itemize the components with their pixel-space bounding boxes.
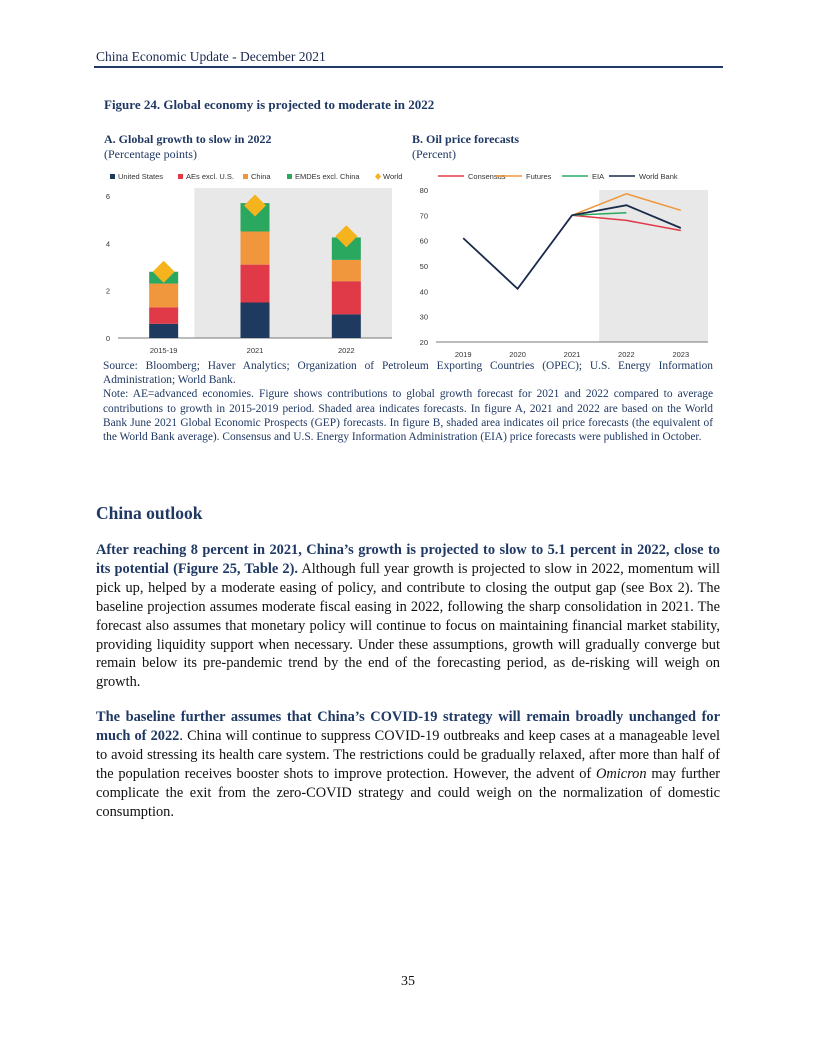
paragraph-lead: The baseline further assumes that China’s COVID-19 strategy will remain broadly unchanged for much of 2022 [96, 709, 720, 744]
bar-segment [332, 260, 361, 281]
legend-swatch [243, 174, 248, 179]
legend-label: EIA [592, 172, 605, 181]
x-tick-label: 2020 [509, 350, 526, 359]
paragraph-body: . China will continue to suppress COVID-19 outbreaks and keep cases at a manageable level to avoid stressing its health care system. The restrictions could be gradually relaxed, after more than half of the population receives booster shots to improve protection. However, the advent of [96, 727, 720, 782]
x-tick-label: 2022 [337, 346, 355, 355]
bar-segment [332, 281, 361, 314]
header-rule [94, 66, 723, 68]
y-tick-label: 4 [105, 239, 110, 249]
page-number: 35 [401, 974, 415, 989]
legend-label: Consensus [468, 172, 506, 181]
y-tick-label: 30 [419, 312, 428, 322]
legend-label: Futures [526, 172, 552, 181]
x-tick-label: 2022 [618, 350, 635, 359]
paragraph-covid-strategy [96, 708, 720, 821]
legend-label: United States [118, 172, 164, 181]
figure-note: Note: AE=advanced economies. Figure shows contributions to global growth forecast for 2021 and 2022 compared to average contributions to growth in 2015-2019 period. Shaded area indicates forecasts. In figure A, 2021 and 2022 are based on the World Bank June 2021 Global Economic Prospects (GEP) forecasts. In figure B, shaded area indicates oil price forecasts (the equivalent of the World Bank average). Consensus and U.S. Energy Information Administration (EIA) price forecasts were published in October. [103, 388, 713, 444]
legend-label: China [251, 172, 271, 181]
section-heading: China outlook [96, 503, 203, 523]
omicron-term: Omicron [595, 765, 647, 782]
bar-segment [149, 307, 178, 324]
x-tick-label: 2015-19 [149, 346, 178, 355]
figure-notes [103, 359, 713, 444]
paragraph-growth-outlook [96, 541, 720, 692]
source-note: Source: Bloomberg; Haver Analytics; Organization of Petroleum Exporting Countries (OPEC); U.S. Energy Information Administration; World Bank. [103, 360, 713, 387]
legend-label: AEs excl. U.S. [186, 172, 234, 181]
legend-swatch [178, 174, 183, 179]
legend-label: World [383, 172, 403, 181]
x-tick-label: 2019 [454, 350, 472, 359]
legend-swatch [110, 174, 115, 179]
x-tick-label: 2021 [563, 350, 581, 359]
y-tick-label: 50 [419, 262, 428, 271]
x-tick-label: 2021 [246, 346, 264, 355]
panel-a-title: A. Global growth to slow in 2022 [104, 132, 272, 146]
forecast-shading [194, 188, 392, 338]
bar-segment [241, 303, 270, 339]
bar-segment [149, 324, 178, 338]
y-tick-label: 60 [419, 236, 428, 246]
bar-segment [241, 265, 270, 303]
panel-b-subtitle: (Percent) [412, 147, 456, 161]
y-tick-label: 20 [419, 338, 428, 347]
legend-swatch [375, 173, 381, 180]
paragraph-body: Although full year growth is projected to slow in 2022, momentum will pick up, helped by a moderate easing of policy, and contribute to closing the output gap (see Box 2). The baseline projection assumes moderate fiscal easing in 2022, following the sharp consolidation in 2021. The forecast also assumes that monetary policy will continue to focus on maintaining financial market stability, providing liquidity support when necessary. Under these assumptions, growth will gradually converge but remain below its pre-pandemic trend by the end of the forecasting period, as de-risking will weigh on growth. [96, 560, 720, 691]
chart-b [408, 168, 718, 358]
y-tick-label: 80 [419, 186, 428, 195]
y-tick-label: 40 [419, 287, 428, 297]
running-header: China Economic Update - December 2021 [96, 49, 326, 64]
bar-segment [241, 232, 270, 265]
legend-label: EMDEs excl. China [295, 172, 360, 181]
bar-segment [332, 314, 361, 338]
legend-swatch [287, 174, 292, 179]
x-tick-label: 2023 [672, 350, 690, 359]
y-tick-label: 70 [419, 211, 428, 221]
panel-a-subtitle: (Percentage points) [104, 147, 197, 161]
bar-segment [149, 284, 178, 308]
panel-b-title: B. Oil price forecasts [412, 132, 520, 146]
chart-a [100, 168, 403, 358]
figure-title: Figure 24. Global economy is projected to moderate in 2022 [104, 97, 435, 112]
y-tick-label: 2 [105, 286, 110, 296]
y-tick-label: 6 [105, 192, 110, 201]
paragraph-lead: After reaching 8 percent in 2021, China’s growth is projected to slow to 5.1 percent in 2022, close to its potential (Figure 25, Table 2). [96, 542, 720, 577]
paragraph-body-end: may further complicate the exit from the zero-COVID strategy and could weigh on the normalization of domestic consumption. [96, 765, 720, 820]
y-tick-label: 0 [105, 334, 110, 343]
legend-label: World Bank [639, 172, 678, 181]
